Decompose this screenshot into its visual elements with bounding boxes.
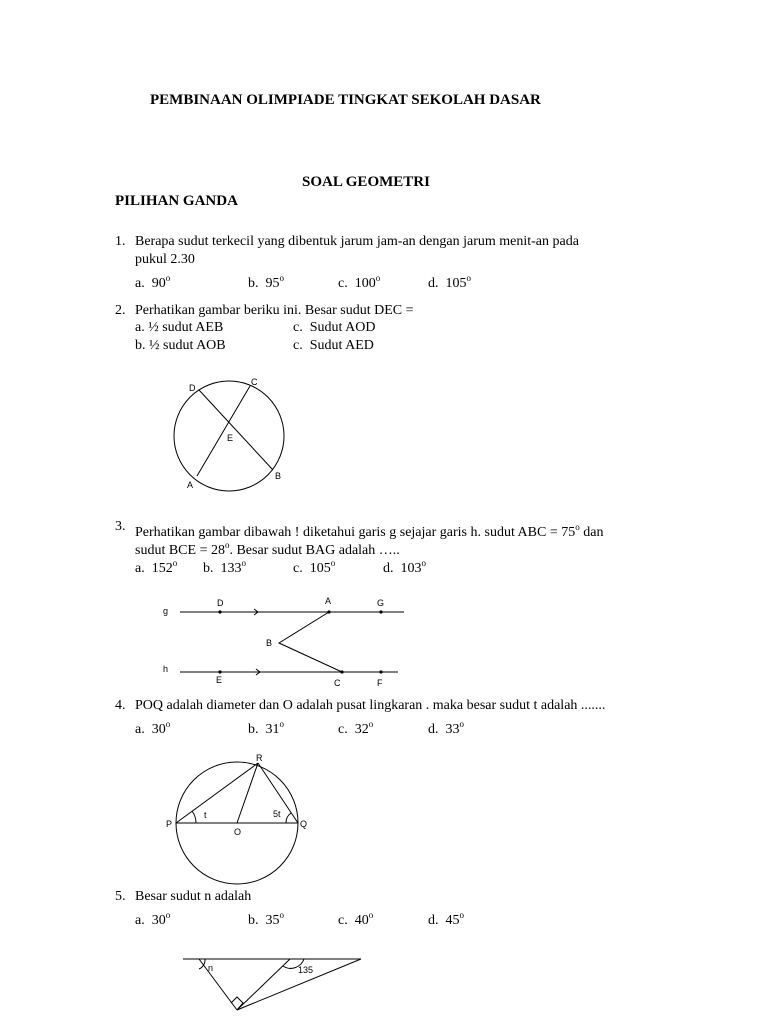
option-letter: a. <box>135 276 145 291</box>
q4-label-5t: 5t <box>273 809 281 819</box>
q2-number: 2. <box>115 303 126 318</box>
degree-symbol: o <box>172 558 178 568</box>
option-text: ½ sudut AOB <box>149 338 226 353</box>
q4-number: 4. <box>115 698 126 713</box>
section-title: SOAL GEOMETRI <box>302 174 430 190</box>
q2-label-c: C <box>251 377 258 387</box>
option-letter: a. <box>135 913 145 928</box>
degree-symbol: o <box>165 273 171 283</box>
q5-mid-leg <box>237 959 290 1010</box>
q4-label-t: t <box>204 810 207 820</box>
q3-text-line1-b: dan <box>579 525 604 540</box>
option-letter: c. <box>293 561 303 576</box>
option-value: 40 <box>354 913 369 928</box>
q3-label-f: F <box>377 678 383 688</box>
q3-text-line2-a: sudut BCE = 28 <box>135 543 225 558</box>
degree-symbol: o <box>279 273 284 283</box>
page-title: PEMBINAAN OLIMPIADE TINGKAT SEKOLAH DASAR <box>150 92 541 108</box>
option-value: 33 <box>445 722 460 737</box>
degree-symbol: o <box>241 558 246 568</box>
option-value: 103 <box>400 561 422 576</box>
degree-symbol: o <box>368 910 374 920</box>
option-text: ½ sudut AEB <box>148 320 224 335</box>
q3-label-c: C <box>334 678 341 688</box>
option-value: 152 <box>151 561 173 576</box>
q4-label-q: Q <box>300 819 308 829</box>
option-value: 31 <box>265 722 280 737</box>
option-value: 90 <box>151 276 166 291</box>
q1-text-line1: Berapa sudut terkecil yang dibentuk jarum jam-an dengan jarum menit-an pada <box>135 234 579 249</box>
degree-symbol: o <box>459 719 464 729</box>
q3-label-g: G <box>377 598 385 608</box>
degree-symbol: o <box>165 719 171 729</box>
q4-label-r: R <box>256 753 263 763</box>
option-value: 32 <box>354 722 369 737</box>
option-letter: b. <box>135 338 146 353</box>
q3-label-a: A <box>325 596 332 606</box>
option-letter: a. <box>135 722 145 737</box>
option-letter: b. <box>248 913 259 928</box>
q3-label-g-line: g <box>163 606 169 616</box>
option-letter: a. <box>135 561 145 576</box>
degree-symbol: o <box>224 540 230 550</box>
option-value: 133 <box>220 561 242 576</box>
q2-label-e: E <box>227 433 234 443</box>
option-value: 30 <box>151 722 166 737</box>
degree-symbol: o <box>279 719 284 729</box>
q5-text-line1: Besar sudut n adalah <box>135 889 252 904</box>
degree-symbol: o <box>368 719 374 729</box>
q3-text-line2-b: . Besar sudut BAG adalah ….. <box>229 543 400 558</box>
option-value: 35 <box>265 913 280 928</box>
option-value: 45 <box>445 913 460 928</box>
option-value: 95 <box>265 276 280 291</box>
option-letter: d. <box>428 722 439 737</box>
option-letter: c. <box>338 913 348 928</box>
q4-label-o: O <box>234 827 242 837</box>
option-value: 105 <box>445 276 467 291</box>
option-letter: a. <box>135 320 145 335</box>
degree-symbol: o <box>375 273 381 283</box>
q5-label-135: 135 <box>298 965 314 975</box>
option-letter: d. <box>383 561 394 576</box>
q4-text-line1: POQ adalah diameter dan O adalah pusat lingkaran . maka besar sudut t adalah ....... <box>135 698 606 713</box>
option-value: 30 <box>151 913 166 928</box>
q2-text-line1: Perhatikan gambar beriku ini. Besar sudut DEC = <box>135 303 414 318</box>
option-value: 100 <box>354 276 376 291</box>
degree-symbol: o <box>165 910 171 920</box>
degree-symbol: o <box>459 910 464 920</box>
q3-label-b: B <box>266 638 273 648</box>
option-letter: d. <box>428 913 439 928</box>
option-letter: b. <box>203 561 214 576</box>
q3-label-d: D <box>217 598 224 608</box>
option-text: Sudut AED <box>309 338 374 353</box>
option-letter: c. <box>338 722 348 737</box>
q1-number: 1. <box>115 234 126 249</box>
q2-label-d: D <box>189 383 196 393</box>
q3-label-h-line: h <box>163 664 169 674</box>
option-letter: c. <box>293 320 303 335</box>
option-letter: c. <box>338 276 348 291</box>
option-letter: c. <box>293 338 303 353</box>
q3-label-e: E <box>216 675 223 685</box>
option-value: 105 <box>309 561 331 576</box>
degree-symbol: o <box>575 522 580 532</box>
q3-text-line1-a: Perhatikan gambar dibawah ! diketahui garis g sejajar garis h. sudut ABC = 75 <box>135 525 576 540</box>
option-text: Sudut AOD <box>309 320 376 335</box>
option-letter: b. <box>248 722 259 737</box>
q4-label-p: P <box>166 819 173 829</box>
q5-label-n: n <box>208 963 214 973</box>
q3-number: 3. <box>115 519 126 534</box>
section-subtitle: PILIHAN GANDA <box>115 193 238 209</box>
q2-label-b: B <box>275 471 282 481</box>
degree-symbol: o <box>330 558 336 568</box>
degree-symbol: o <box>421 558 426 568</box>
q1-text-line2: pukul 2.30 <box>135 252 195 267</box>
q2-label-a: A <box>187 480 194 490</box>
degree-symbol: o <box>279 910 284 920</box>
option-letter: b. <box>248 276 259 291</box>
option-letter: d. <box>428 276 439 291</box>
q5-number: 5. <box>115 889 126 904</box>
degree-symbol: o <box>466 273 471 283</box>
